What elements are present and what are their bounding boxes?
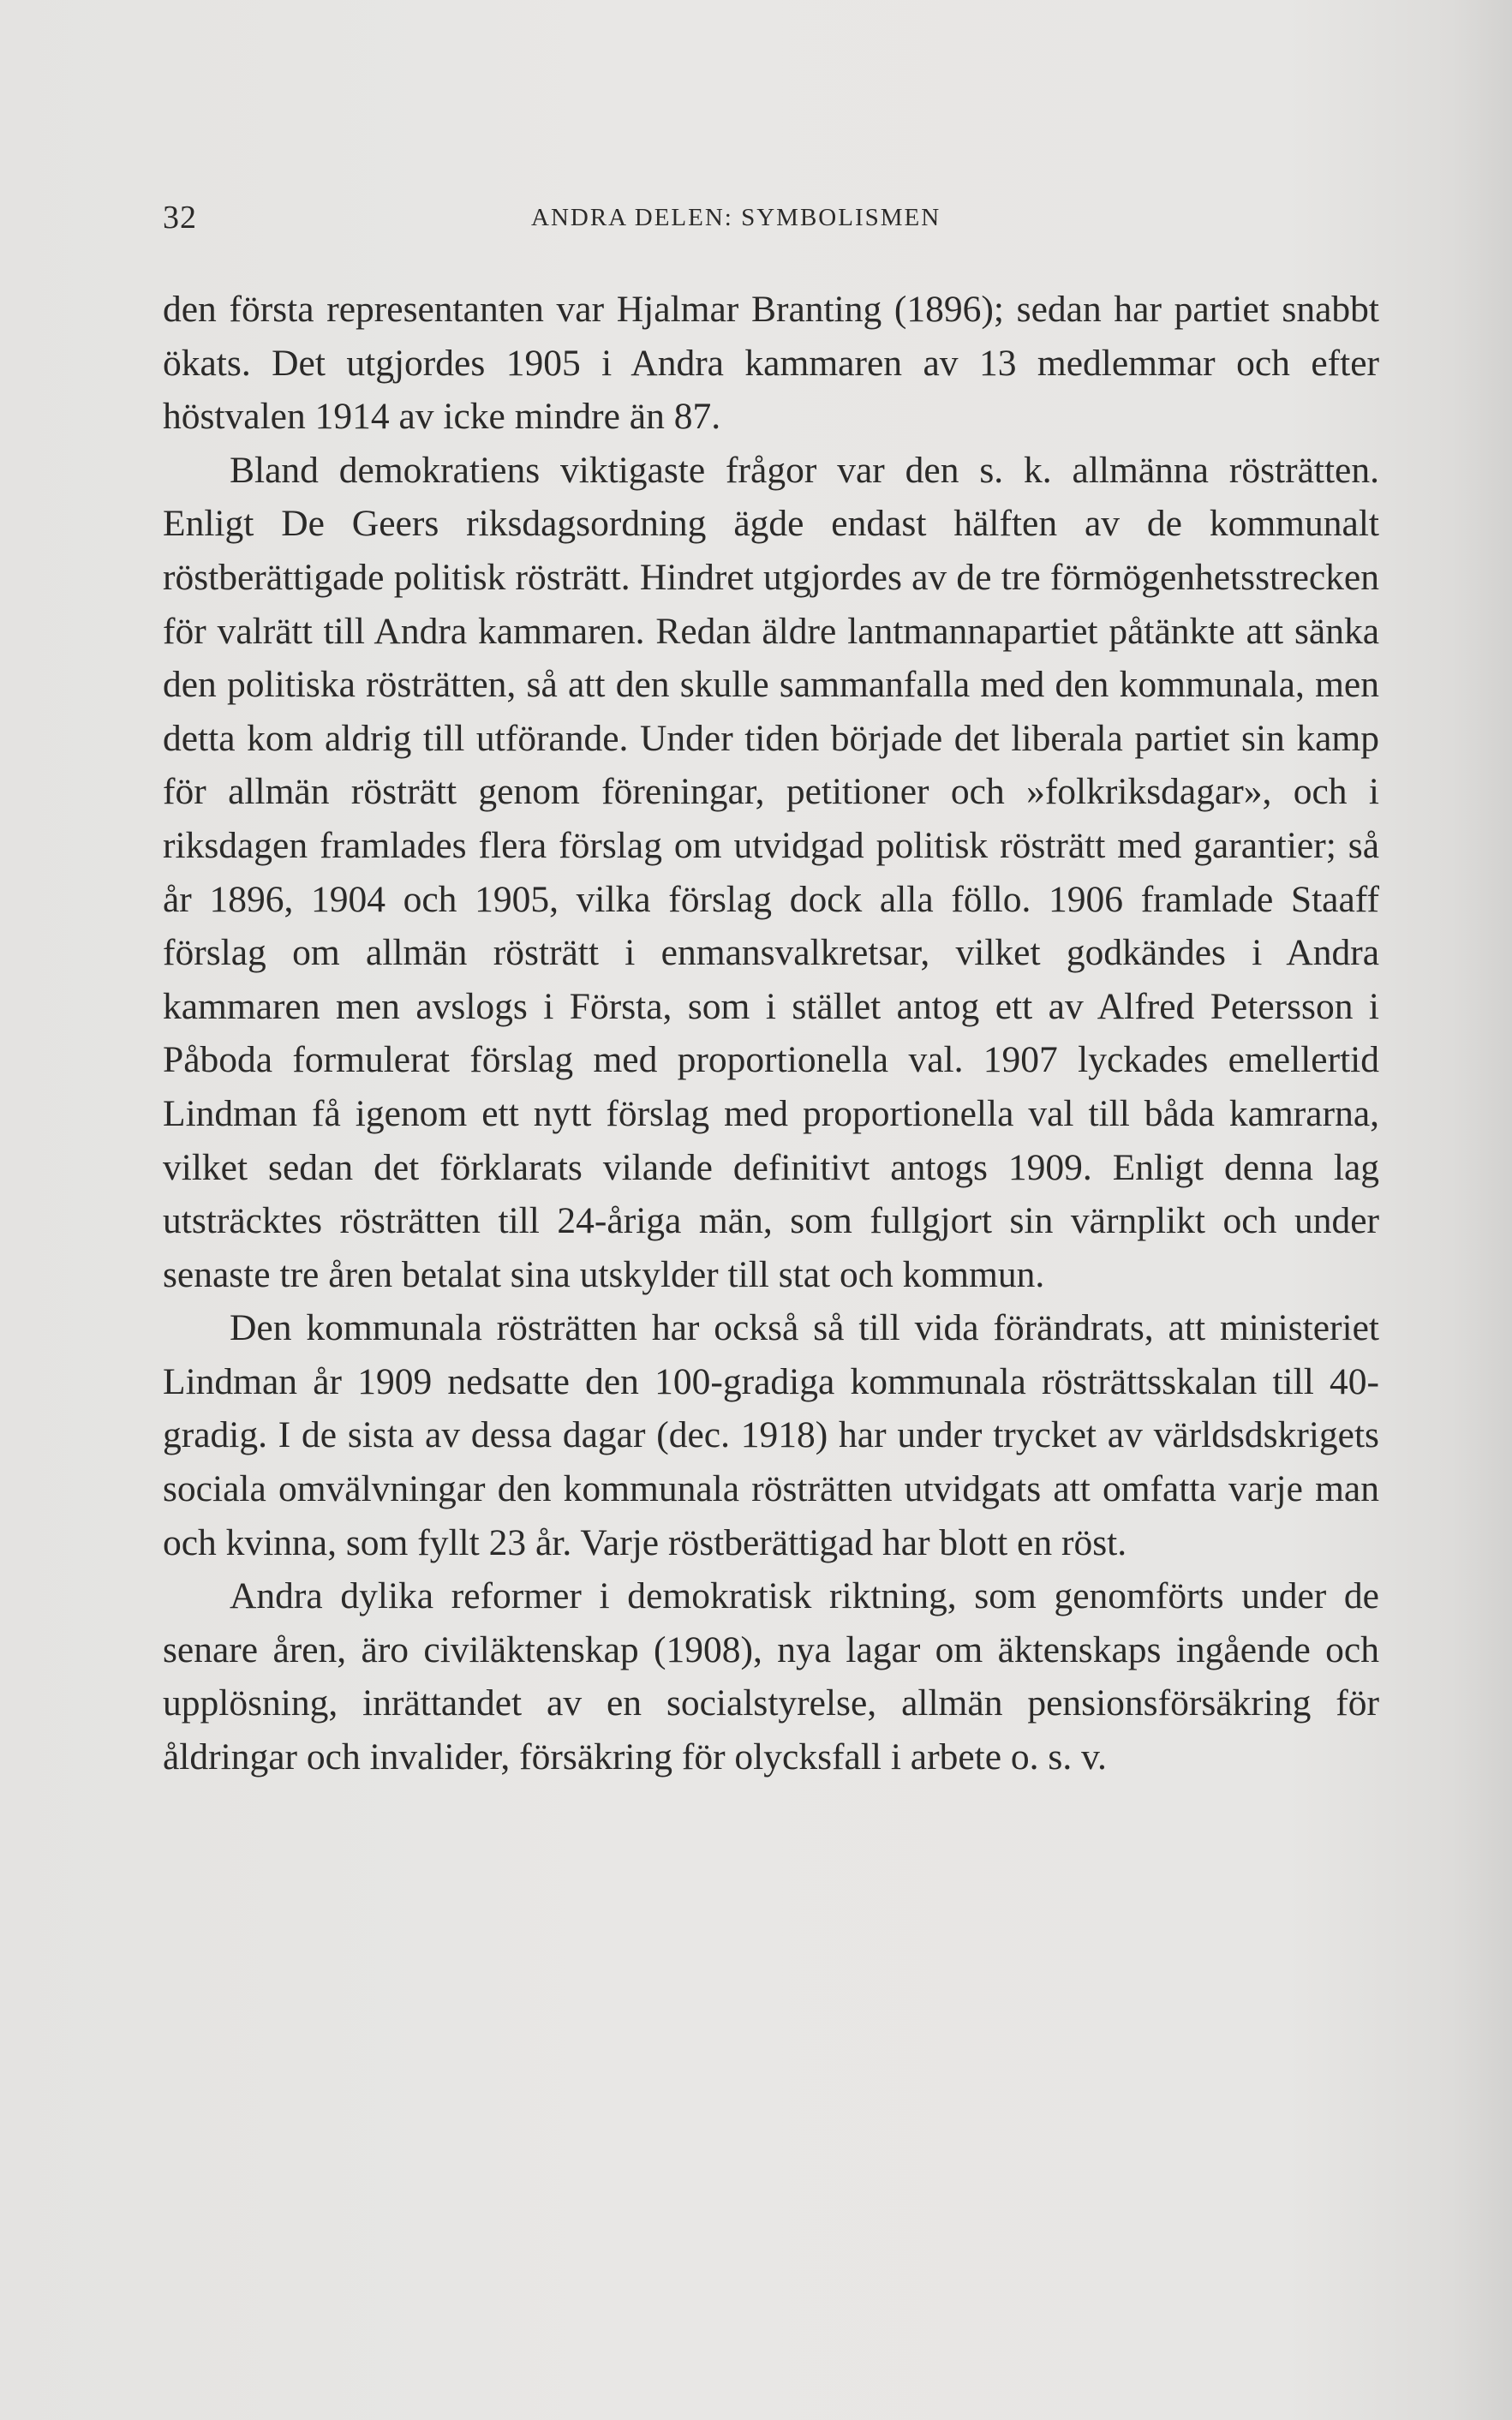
paragraph-2: Bland demokratiens viktigaste frågor var den s. k. allmänna rösträtten. Enligt De Geers riksdagsordning ägde endast hälften av de kommunalt röstberättigade politisk rösträtt. Hindret utgjordes av de tre förmögenhetsstrecken för valrätt till Andra kammaren. Redan äldre lantmannapartiet påtänkte att sänka den politiska rösträtten, så att den skulle sammanfalla med den kommunala, men detta kom aldrig till utförande. Under tiden började det liberala partiet sin kamp för allmän rösträtt genom föreningar, petitioner och »folkriksdagar», och i riksdagen framlades flera förslag om utvidgad politisk rösträtt med garantier; så år 1896, 1904 och 1905, vilka förslag dock alla föllo. 1906 framlade Staaff förslag om allmän rösträtt i enmansvalkretsar, vilket godkändes i Andra kammaren men avslogs i Första, som i stället antog ett av Alfred Petersson i Påboda formulerat förslag med proportionella val. 1907 lyckades emellertid Lindman få igenom ett nytt förslag med proportionella val till båda kamrarna, vilket sedan det förklarats vilande definitivt antogs 1909. Enligt denna lag utsträcktes rösträtten till 24-åriga män, som fullgjort sin värnplikt och under senaste tre åren betalat sina utskylder till stat och kommun. [163, 449, 1379, 1295]
paragraph-3: Den kommunala rösträtten har också så till vida förändrats, att ministeriet Lindman år 1909 nedsatte den 100-gradiga kommunala rösträttsskalan till 40-gradig. I de sista av dessa dagar (dec. 1918) har under trycket av världsdskrigets sociala omvälvningar den kommunala rösträtten utvidgats att omfatta varje man och kvinna, som fyllt 23 år. Varje röstberättigad har blott en röst. [163, 1307, 1379, 1563]
paragraph-1: den första representanten var Hjalmar Branting (1896); sedan har partiet snabbt ökats. Det utgjordes 1905 i Andra kammaren av 13 medlemmar och efter höstvalen 1914 av icke mindre än 87. [163, 289, 1379, 438]
running-head [163, 199, 1379, 247]
paragraph-4: Andra dylika reformer i demokratisk riktning, som genomförts under de senare åren, äro civiläktenskap (1908), nya lagar om äktenskaps ingående och upplösning, inrättandet av en socialstyrelse, allmän pensionsförsäkring för åldringar och invalider, försäkring för olycksfall i arbete o. s. v. [163, 1575, 1379, 1778]
body-text [163, 283, 1379, 1784]
page-number: 32 [163, 200, 197, 236]
running-head-title: ANDRA DELEN: SYMBOLISMEN [531, 204, 941, 231]
